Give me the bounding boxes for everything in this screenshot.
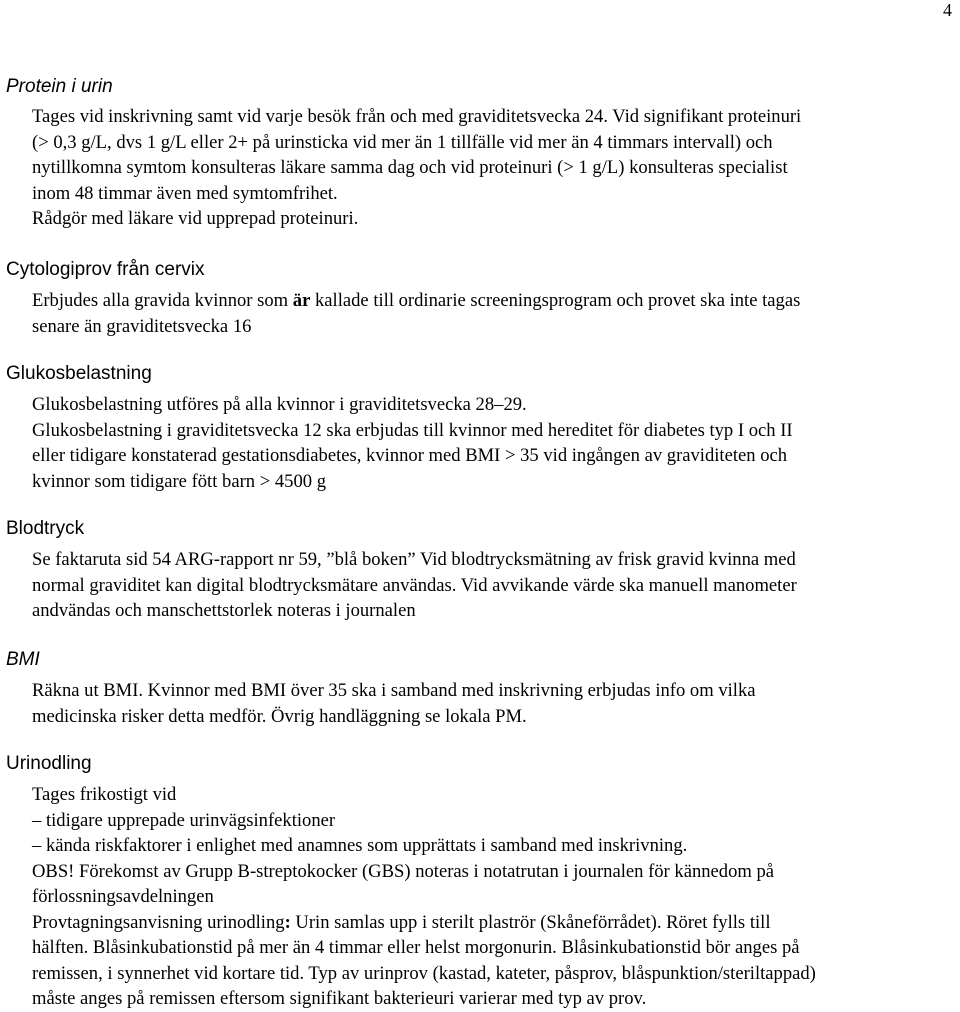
text-line: måste anges på remissen eftersom signifikant bakterieuri varierar med typ av prov. xyxy=(32,988,647,1009)
section-heading-bmi: BMI xyxy=(6,649,40,670)
text-line: kvinnor som tidigare fött barn > 4500 g xyxy=(32,470,326,492)
list-item: – kända riskfaktorer i enlighet med anamnes som upprättats i samband med inskrivning. xyxy=(32,835,688,856)
text-line: remissen, i synnerhet vid kortare tid. Typ av urinprov (kastad, kateter, påsprov, blåspunktion/steriltappad) xyxy=(32,962,816,984)
section-heading-urinodling: Urinodling xyxy=(6,753,92,774)
text-line: förlossningsavdelningen xyxy=(32,886,214,907)
text-line: Tages vid inskrivning samt vid varje besök från och med graviditetsvecka 24. Vid signifikant proteinuri xyxy=(32,106,802,127)
section-heading-protein: Protein i urin xyxy=(6,76,113,97)
text-line: Glukosbelastning utföres på alla kvinnor i graviditetsvecka 28–29. xyxy=(32,394,527,415)
text-run: Provtagningsanvisning urinodling xyxy=(32,911,285,933)
text-line: (> 0,3 g/L, dvs 1 g/L eller 2+ på urinsticka vid mer än 1 tillfälle vid mer än 4 timmars intervall) och xyxy=(32,131,773,153)
text-run: Erbjudes alla gravida kvinnor som xyxy=(32,290,293,311)
text-line: Glukosbelastning i graviditetsvecka 12 ska erbjudas till kvinnor med hereditet för diabetes typ I och II xyxy=(32,419,793,441)
section-body-blodtryck xyxy=(32,547,960,624)
text-line: hälften. Blåsinkubationstid på mer än 4 timmar eller helst morgonurin. Blåsinkubationstid bör anges på xyxy=(32,937,800,958)
text-line xyxy=(32,288,960,314)
text-line: OBS! Förekomst av Grupp B-streptokocker (GBS) noteras i notatrutan i journalen för kännedom på xyxy=(32,860,775,882)
text-line: nytillkomna symtom konsulteras läkare samma dag och vid proteinuri (> 1 g/L) konsulteras specialist xyxy=(32,157,788,178)
emphasis-text: är xyxy=(292,290,311,311)
section-body-protein xyxy=(32,104,960,232)
text-run: kallade till ordinarie screeningsprogram och provet ska inte tagas xyxy=(310,290,801,311)
section-heading-glukos: Glukosbelastning xyxy=(6,363,152,384)
section-body-bmi xyxy=(32,678,960,729)
section-body-cytologi xyxy=(32,288,960,339)
section-body-urinodling xyxy=(32,782,960,1012)
text-line: senare än graviditetsvecka 16 xyxy=(32,315,252,337)
section-heading-blodtryck: Blodtryck xyxy=(6,518,85,539)
text-line: Räkna ut BMI. Kvinnor med BMI över 35 ska i samband med inskrivning erbjudas info om vilka xyxy=(32,680,756,701)
text-line xyxy=(32,910,960,936)
page-number: 4 xyxy=(943,0,952,20)
text-line: eller tidigare konstaterad gestationsdiabetes, kvinnor med BMI > 35 vid ingången av graviditeten och xyxy=(32,445,788,466)
text-run: Urin samlas upp i sterilt plaströr (Skåneförrådet). Röret fylls till xyxy=(290,911,771,933)
section-heading-cytologi: Cytologiprov från cervix xyxy=(6,259,205,280)
text-line: andvändas och manschettstorlek noteras i journalen xyxy=(32,600,416,621)
section-body-glukos xyxy=(32,392,960,494)
emphasis-text: : xyxy=(284,911,291,933)
list-item: – tidigare upprepade urinvägsinfektioner xyxy=(32,809,336,831)
text-line: inom 48 timmar även med symtomfrihet. xyxy=(32,182,338,204)
text-line: Se faktaruta sid 54 ARG-rapport nr 59, ”blå boken” Vid blodtrycksmätning av frisk gravid kvinna med xyxy=(32,549,796,570)
text-line: Rådgör med läkare vid upprepad proteinuri. xyxy=(32,208,359,229)
text-line: normal graviditet kan digital blodtrycksmätare användas. Vid avvikande värde ska manuell manometer xyxy=(32,574,797,596)
text-line: medicinska risker detta medför. Övrig handläggning se lokala PM. xyxy=(32,705,527,727)
text-line: Tages frikostigt vid xyxy=(32,784,177,805)
